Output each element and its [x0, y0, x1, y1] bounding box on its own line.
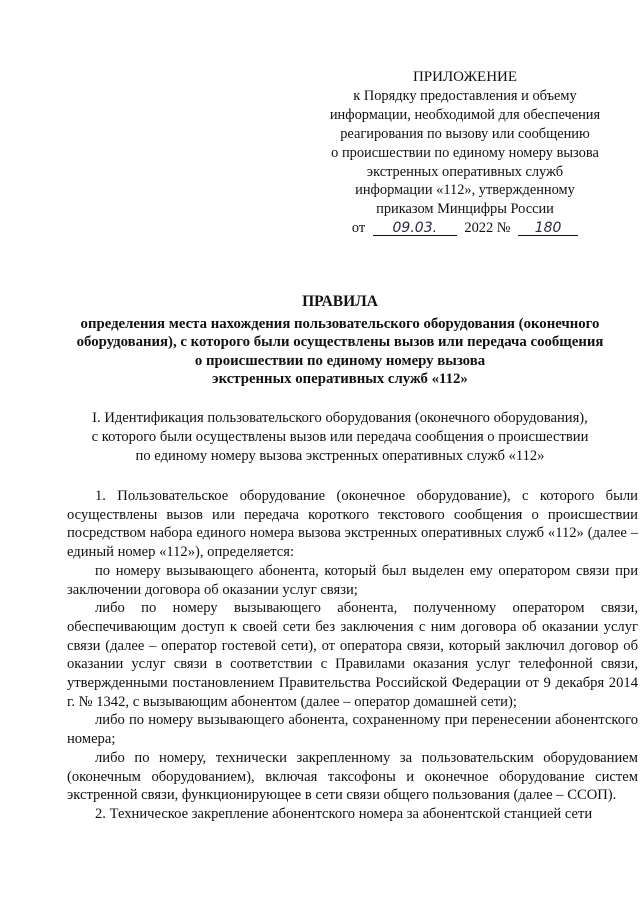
- section-heading-line: с которого были осуществлены вызов или передача сообщения о происшествии: [91, 429, 589, 445]
- section-heading-line: I. Идентификация пользовательского оборудования (оконечного оборудования),: [92, 410, 588, 426]
- appendix-block: [300, 68, 630, 238]
- order-date-line: [300, 219, 630, 238]
- order-date-handwritten: 09.03.: [373, 221, 457, 236]
- paragraph: 1. Пользовательское оборудование (оконечное оборудование), с которого были осуществлены вызов или передача короткого текстового сообщения о происшествии посредством набора единого номера вызова экстренных оперативных служб «112» (далее – единый номер «112»), определяется:: [67, 488, 638, 561]
- paragraph: либо по номеру вызывающего абонента, сохраненному при перенесении абонентского номера;: [67, 712, 638, 748]
- section-heading: [40, 409, 640, 466]
- section-heading-line: по единому номеру вызова экстренных оперативных служб «112»: [135, 448, 545, 464]
- rules-subtitle-line: оборудования), с которого были осуществлены вызов или передача сообщения: [76, 334, 604, 351]
- rules-title: ПРАВИЛА: [302, 293, 378, 310]
- body-text: [67, 487, 638, 824]
- order-prefix: от: [351, 220, 366, 237]
- paragraph: либо по номеру, технически закрепленному за пользовательским оборудованием (оконечным оборудованием), включая таксофоны и оконечное оборудование систем экстренной связи, функционирующее в сети связи общего пользования (далее – ССОП).: [67, 749, 638, 804]
- appendix-line: о происшествии по единому номеру вызова: [331, 144, 599, 161]
- appendix-line: реагирования по вызову или сообщению: [340, 125, 590, 142]
- appendix-line: экстренных оперативных служб: [366, 163, 564, 180]
- order-year: 2022 №: [464, 220, 511, 237]
- paragraph: 2. Техническое закрепление абонентского номера за абонентской станцией сети: [95, 805, 593, 822]
- rules-subtitle-line: экстренных оперативных служб «112»: [212, 371, 468, 388]
- appendix-line: к Порядку предоставления и объему: [353, 87, 577, 104]
- rules-subtitle-line: определения места нахождения пользовательского оборудования (оконечного: [80, 315, 600, 332]
- rules-heading: [40, 293, 640, 389]
- appendix-line: информации, необходимой для обеспечения: [329, 106, 601, 123]
- order-number-handwritten: 180: [518, 221, 578, 236]
- appendix-line: информации «112», утвержденному: [355, 182, 575, 199]
- paragraph: либо по номеру вызывающего абонента, полученному оператором связи, обеспечивающим доступ к своей сети без заключения с ним договора об оказании услуг связи (далее – оператор гостевой сети), от оператора связи, который заключил договор об оказании услуг связи в соответствии с Правилами оказания услуг телефонной связи, утвержденными постановлением Правительства Российской Федерации от 9 декабря 2014 г. № 1342, с вызывающим абонентом (далее – оператор домашней сети);: [67, 600, 638, 710]
- rules-subtitle-line: о происшествии по единому номеру вызова: [194, 352, 486, 369]
- appendix-line: приказом Минцифры России: [376, 201, 554, 218]
- paragraph: по номеру вызывающего абонента, который был выделен ему оператором связи при заключении договора об оказании услуг связи;: [67, 562, 638, 598]
- appendix-title: ПРИЛОЖЕНИЕ: [412, 69, 518, 85]
